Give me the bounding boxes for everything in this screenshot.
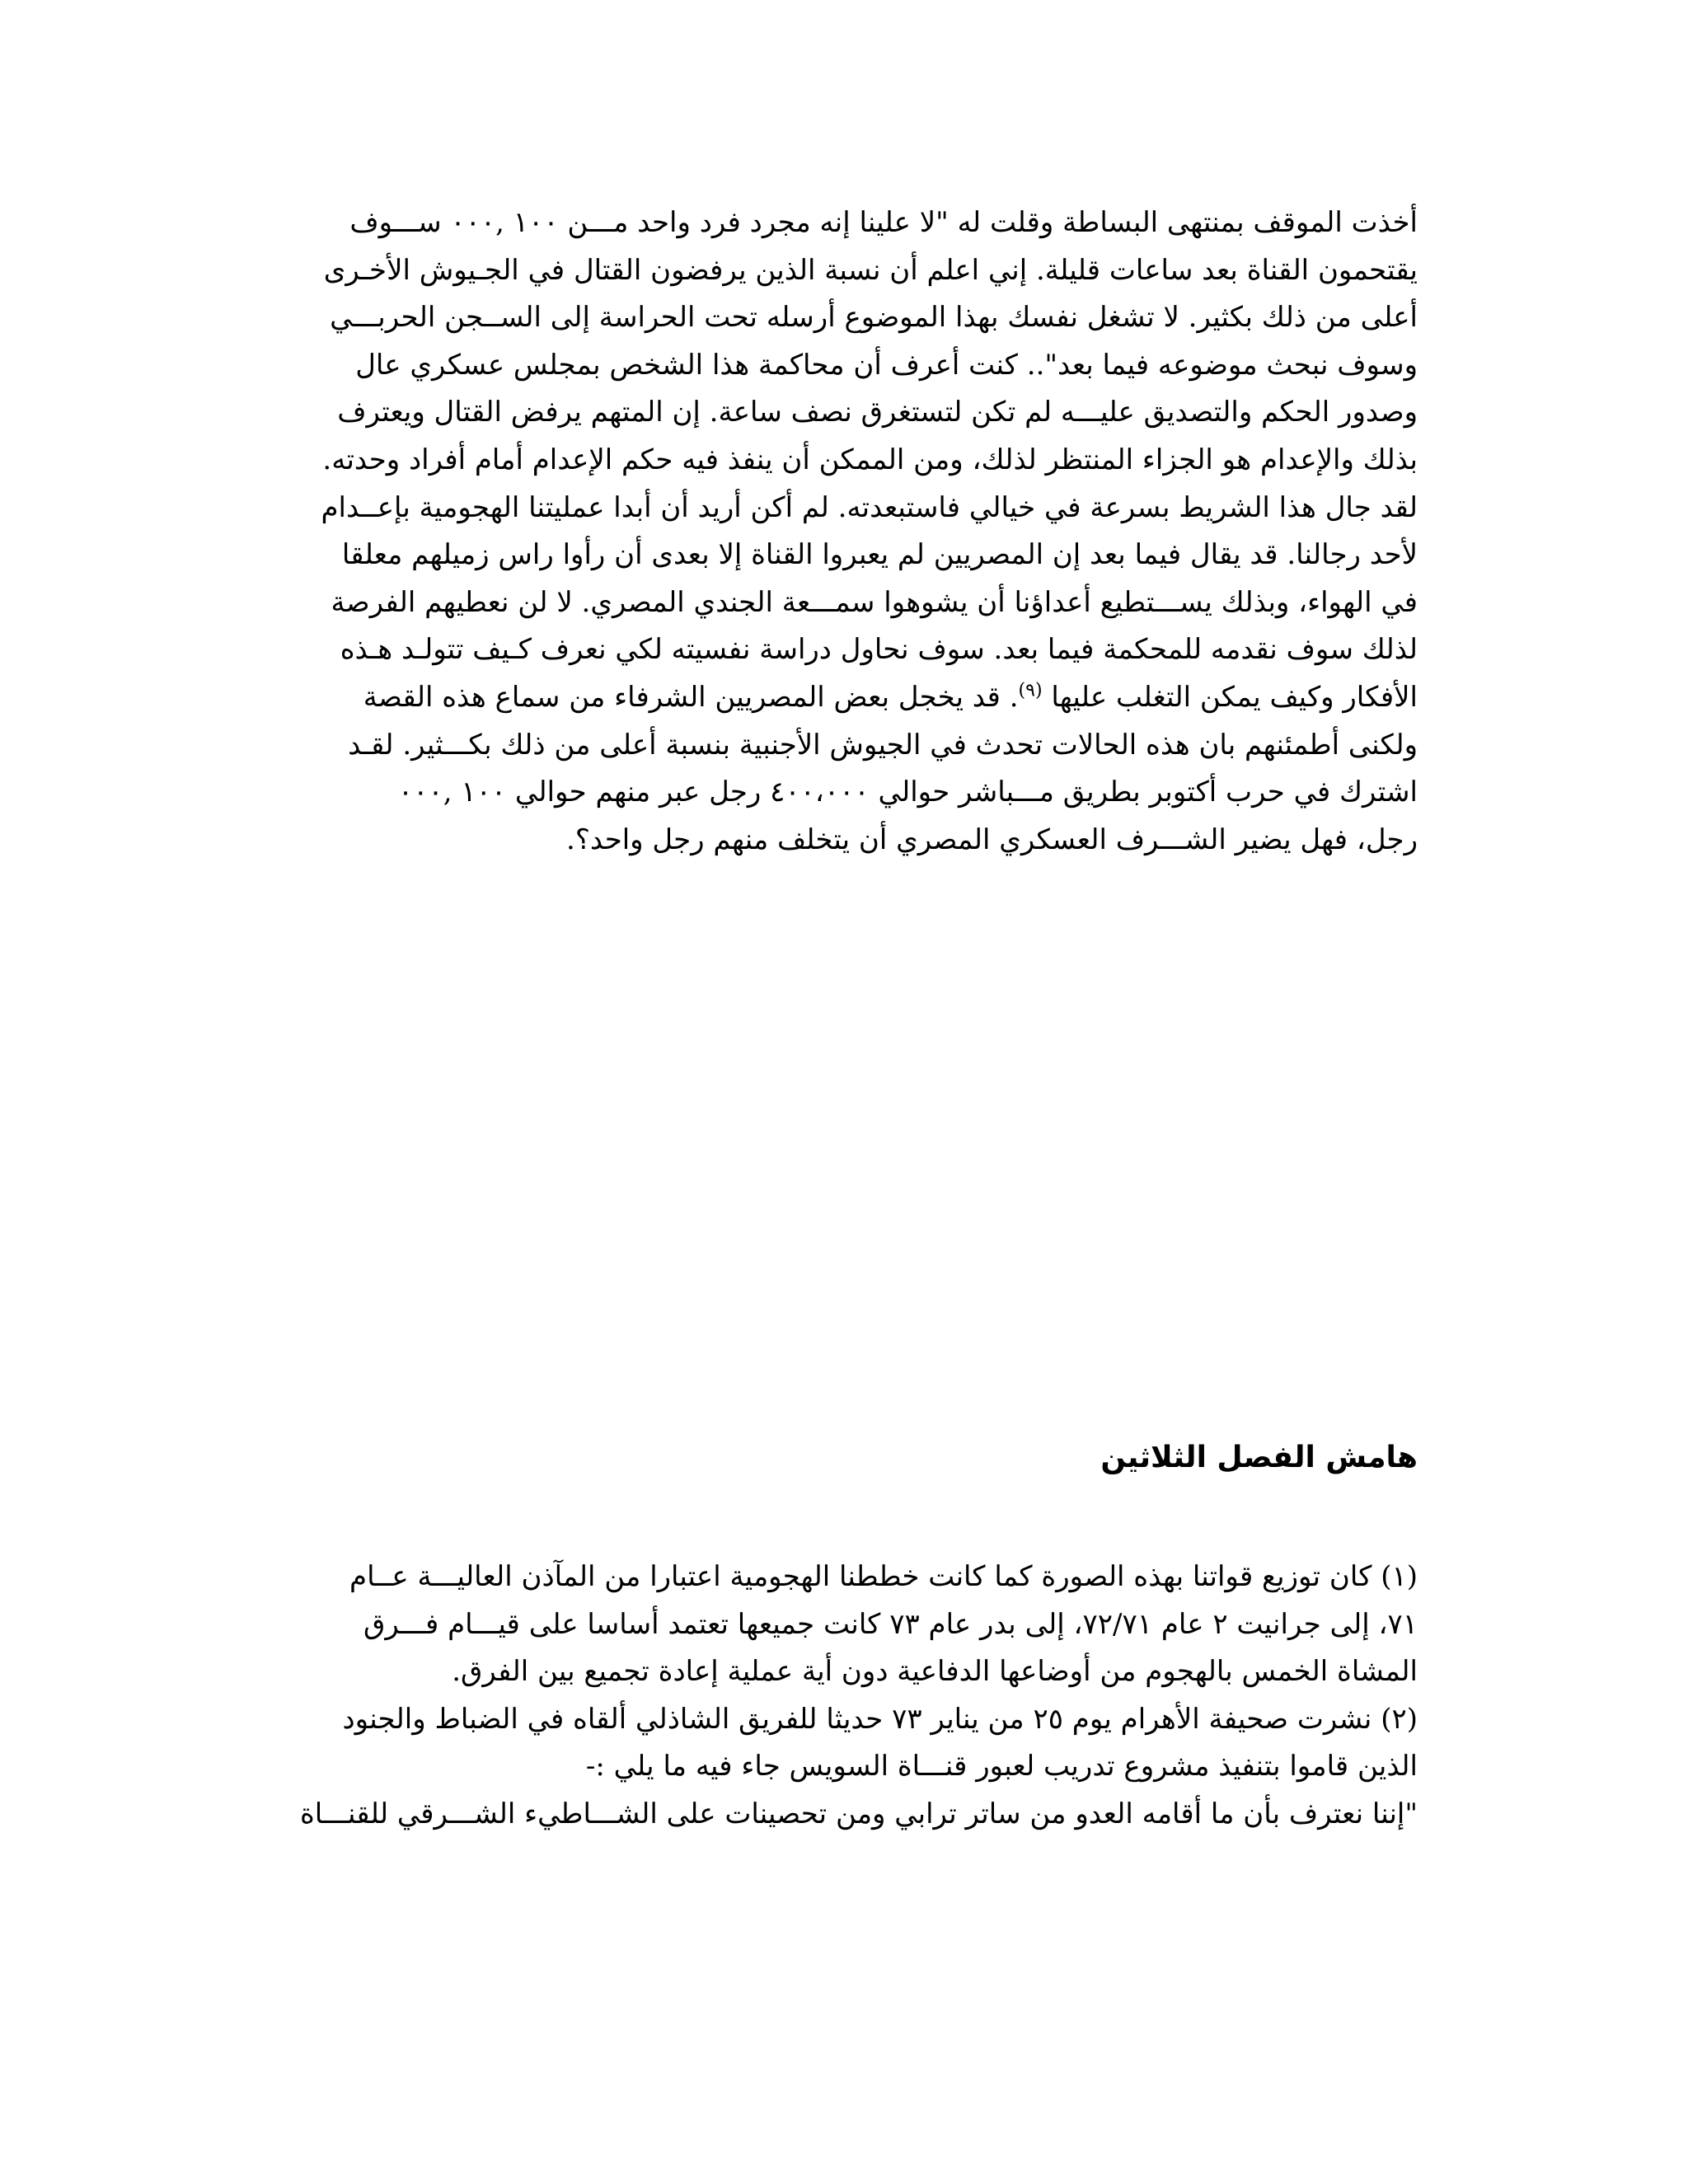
paragraph-line: بذلك والإعدام هو الجزاء المنتظر لذلك، ومن الممكن أن ينفذ فيه حكم الإعدام أمام أفراد وحدته. [322, 443, 1418, 476]
paragraph-line: لقد جال هذا الشريط بسرعة في خيالي فاستبعدته. لم أكن أريد أن أبدا عمليتنا الهجومية بإعــدام [321, 490, 1418, 524]
note-line: الذين قاموا بتنفيذ مشروع تدريب لعبور قنـــاة السويس جاء فيه ما يلي :- [585, 1750, 1418, 1783]
paragraph-line: وصدور الحكم والتصديق عليـــه لم تكن لتستغرق نصف ساعة. إن المتهم يرفض القتال ويعترف [337, 396, 1418, 429]
note-line: ٧١، إلى جرانيت ٢ عام ٧٢/٧١، إلى بدر عام ٧٣ كانت جميعها تعتمد أساسا على قيـــام فـــرق [363, 1607, 1418, 1641]
paragraph-line-start: الأفكار وكيف يمكن التغلب عليها [1051, 680, 1418, 714]
main-paragraph [247, 199, 1418, 864]
paragraph-line: لذلك سوف نقدمه للمحكمة فيما بعد. سوف نحاول دراسة نفسيته لكي نعرف كـيف تتولـد هـذه [340, 633, 1418, 667]
note-line: "إننا نعترف بأن ما أقامه العدو من ساتر ترابي ومن تحصينات على الشـــاطيء الشـــرقي للقنـــاة [299, 1797, 1418, 1830]
paragraph-line: أعلى من ذلك بكثير. لا تشغل نفسك بهذا الموضوع أرسله تحت الحراسة إلى الســجن الحربـــي [330, 301, 1418, 335]
paragraph-line: لأحد رجالنا. قد يقال فيما بعد إن المصريين لم يعبروا القناة إلا بعدى أن رأوا راس زميلهم معلقا [341, 538, 1418, 572]
paragraph-line: يقتحمون القناة بعد ساعات قليلة. إني اعلم أن نسبة الذين يرفضون القتال في الجـيوش الأخـرى [323, 253, 1418, 287]
paragraph-line: وسوف نبحث موضوعه فيما بعد".. كنت أعرف أن محاكمة هذا الشخص بمجلس عسكري عال [355, 348, 1418, 382]
paragraph-line-tail: . قد يخجل بعض المصريين الشرفاء من سماع هذه القصة [363, 680, 1019, 714]
notes-section [247, 1554, 1418, 1839]
paragraph-line: رجل، فهل يضير الشـــرف العسكري المصري أن يتخلف منهم رجل واحد؟. [566, 823, 1418, 856]
footnote-reference: (٩) [1018, 680, 1043, 701]
paragraph-line: اشترك في حرب أكتوبر بطريق مـــباشر حوالي ٤٠٠،٠٠٠ رجل عبر منهم حوالي ١٠٠ ,٠٠٠ [397, 776, 1418, 809]
note-line: المشاة الخمس بالهجوم من أوضاعها الدفاعية دون أية عملية إعادة تجميع بين الفرق. [452, 1655, 1418, 1689]
paragraph-line: ولكنى أطمئنهم بان هذه الحالات تحدث في الجيوش الأجنبية بنسبة أعلى من ذلك بكـــثير. لقـد [348, 728, 1418, 762]
note-line: (٢) نشرت صحيفة الأهرام يوم ٢٥ من يناير ٧٣ حديثا للفريق الشاذلي ألقاه في الضباط والجنود [342, 1702, 1418, 1736]
note-line: (١) كان توزيع قواتنا بهذه الصورة كما كانت خططنا الهجومية اعتبارا من المآذن العاليـــة عــام [349, 1560, 1418, 1593]
paragraph-line-with-footnote [247, 674, 1418, 722]
notes-heading: هامش الفصل الثلاثين [1100, 1441, 1418, 1474]
paragraph-line: أخذت الموقف بمنتهى البساطة وقلت له "لا علينا إنه مجرد فرد واحد مـــن ١٠٠ ,٠٠٠ ســـوف [349, 206, 1418, 239]
paragraph-line: في الهواء، وبذلك يســـتطيع أعداؤنا أن يشوهوا سمـــعة الجندي المصري. لا لن نعطيهم الفرصة [331, 585, 1418, 619]
